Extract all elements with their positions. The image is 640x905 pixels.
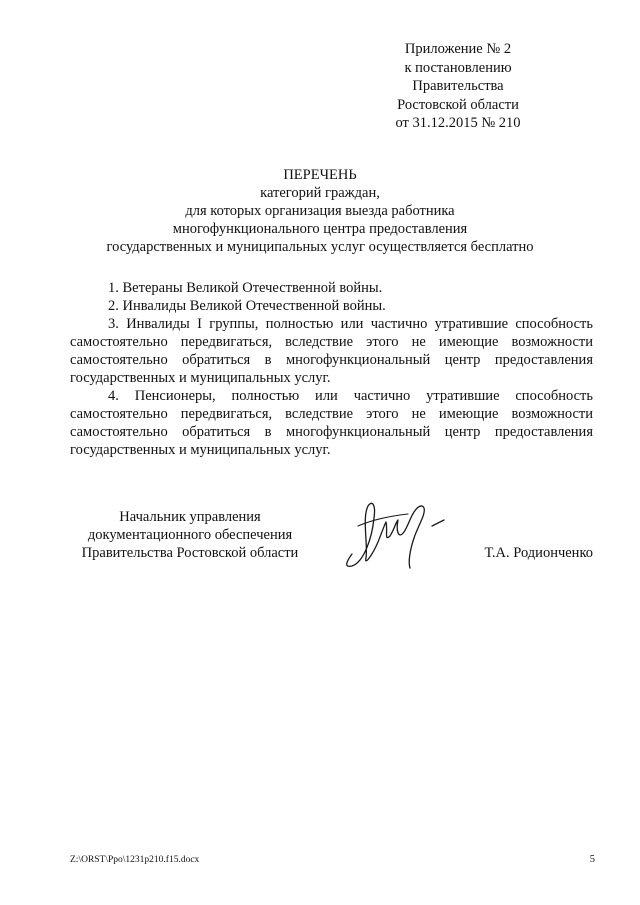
- heading-line: государственных и муниципальных услуг осуществляется бесплатно: [106, 239, 534, 255]
- handwritten-signature: [338, 492, 458, 572]
- heading-line: категорий граждан,: [260, 185, 380, 201]
- appendix-reference: [348, 40, 568, 133]
- file-path: Z:\ORST\Ppo\1231p210.f15.docx: [70, 855, 200, 865]
- heading-line: для которых организация выезда работника: [185, 203, 455, 219]
- list-item: 2. Инвалиды Великой Отечественной войны.: [108, 298, 386, 314]
- signature-block: [70, 508, 593, 568]
- appendix-line: Приложение № 2: [404, 41, 512, 57]
- appendix-line: Правительства: [412, 78, 504, 94]
- document-heading: [70, 166, 570, 256]
- appendix-line: к постановлению: [404, 59, 512, 76]
- signatory-name: Т.А. Родионченко: [484, 545, 593, 561]
- document-title: ПЕРЕЧЕНЬ: [283, 167, 357, 183]
- category-list: [70, 279, 593, 459]
- list-item: 4. Пенсионеры, полностью или частично утратившие способность самостоятельно передвигаться, вследствие этого не имеющие возможности самостоятельно обратиться в многофункциональный центр предоставления государственных и муниципальных услуг.: [70, 388, 593, 458]
- heading-line: многофункционального центра предоставления: [172, 221, 468, 237]
- appendix-line: от 31.12.2015 № 210: [395, 115, 521, 131]
- page-number: 5: [589, 854, 595, 865]
- list-item: 1. Ветераны Великой Отечественной войны.: [108, 280, 383, 296]
- list-item: 3. Инвалиды I группы, полностью или частично утратившие способность самостоятельно передвигаться, вследствие этого не имеющие возможности самостоятельно обратиться в многофункциональный центр предоставления государственных и муниципальных услуг.: [70, 316, 593, 386]
- appendix-line: Ростовской области: [397, 96, 519, 113]
- signatory-position: [70, 508, 310, 562]
- position-line: документационного обеспечения: [87, 527, 293, 543]
- position-line: Начальник управления: [119, 509, 261, 525]
- position-line: Правительства Ростовской области: [81, 545, 299, 561]
